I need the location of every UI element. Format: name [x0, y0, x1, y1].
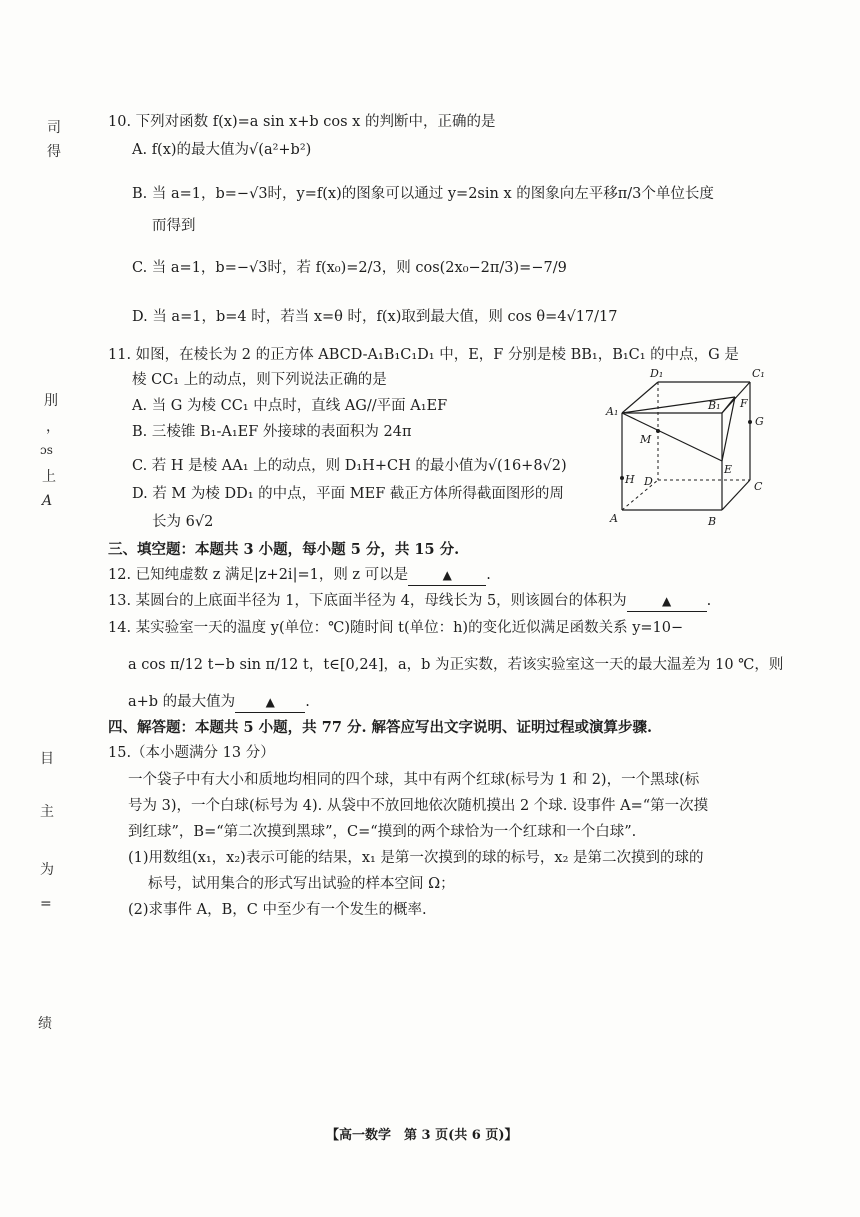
answer-blank[interactable]: ▲	[235, 692, 305, 713]
q12-text: 12. 已知纯虚数 z 满足|z+2i|=1，则 z 可以是	[108, 567, 409, 583]
q14-end: .	[305, 694, 310, 710]
q15-para-1: 一个袋子中有大小和质地均相同的四个球，其中有两个红球(标号为 1 和 2)，一个黑球(标	[128, 772, 700, 788]
cube-label-c: C	[754, 480, 763, 493]
cube-label-h: H	[625, 473, 635, 486]
margin-char: =	[40, 896, 52, 912]
margin-char: 为	[40, 862, 54, 878]
cube-label-a1: A₁	[606, 405, 619, 418]
q11-option-d: D. 若 M 为棱 DD₁ 的中点，平面 MEF 截正方体所得截面图形的周	[132, 486, 564, 502]
section3-heading: 三、填空题：本题共 3 小题，每小题 5 分，共 15 分.	[108, 541, 460, 558]
q15-sub1: (1)用数组(x₁，x₂)表示可能的结果，x₁ 是第一次摸到的球的标号，x₂ 是第二次摸到的球的	[128, 850, 704, 866]
q11-option-d-cont: 长为 6√2	[152, 514, 214, 530]
q10-option-d: D. 当 a=1，b=4 时，若当 x=θ 时，f(x)取到最大值，则 cos θ=4√17/17	[132, 309, 618, 325]
answer-blank[interactable]: ▲	[627, 591, 707, 612]
cube-label-m: M	[640, 433, 652, 446]
q10-option-a: A. f(x)的最大值为√(a²+b²)	[132, 142, 312, 158]
cube-label-b: B	[708, 515, 717, 528]
answer-blank[interactable]: ▲	[408, 565, 486, 586]
cube-label-d: D	[644, 475, 653, 488]
q11-option-b: B. 三棱锥 B₁-A₁EF 外接球的表面积为 24π	[132, 424, 412, 440]
q15-para-2: 号为 3)，一个白球(标号为 4). 从袋中不放回地依次随机摸出 2 个球. 设事件 A=“第一次摸	[128, 798, 709, 814]
margin-char: 上	[42, 469, 56, 485]
q11-stem: 11. 如图，在棱长为 2 的正方体 ABCD-A₁B₁C₁D₁ 中，E，F 分别是棱 BB₁，B₁C₁ 的中点，G 是	[108, 347, 739, 363]
cube-label-g: G	[755, 415, 764, 428]
margin-char: 司	[47, 120, 61, 136]
q13	[108, 591, 711, 612]
margin-char: 刖	[44, 393, 58, 409]
cube-label-e: E	[724, 463, 733, 476]
q10-option-b-cont: 而得到	[152, 218, 196, 234]
q15-head: 15.（本小题满分 13 分）	[108, 745, 275, 761]
cube-label-d1: D₁	[650, 367, 664, 380]
margin-char: A	[42, 493, 53, 509]
margin-char: ɔs	[40, 443, 53, 457]
cube-label-f: F	[740, 397, 748, 410]
section4-heading: 四、解答题：本题共 5 小题，共 77 分. 解答应写出文字说明、证明过程或演算步骤.	[108, 719, 653, 736]
q13-text: 13. 某圆台的上底面半径为 1，下底面半径为 4，母线长为 5，则该圆台的体积为	[108, 593, 627, 609]
margin-char: 主	[40, 804, 54, 820]
q11-option-a: A. 当 G 为棱 CC₁ 中点时，直线 AG//平面 A₁EF	[132, 398, 448, 414]
q10-option-c: C. 当 a=1，b=−√3时，若 f(x₀)=2/3，则 cos(2x₀−2π/3)=−7/9	[132, 260, 567, 276]
q14-line2: a cos π/12 t−b sin π/12 t，t∈[0,24]，a，b 为正实数，若该实验室这一天的最大温差为 10 ℃，则	[128, 657, 784, 673]
q14-line3-text: a+b 的最大值为	[128, 694, 236, 710]
q11-stem-cont: 棱 CC₁ 上的动点，则下列说法正确的是	[132, 372, 387, 388]
q15-sub2: (2)求事件 A，B，C 中至少有一个发生的概率.	[128, 902, 427, 918]
q10-option-b: B. 当 a=1，b=−√3时，y=f(x)的图象可以通过 y=2sin x 的图象向左平移π/3个单位长度	[132, 186, 714, 202]
margin-char: 绩	[38, 1016, 52, 1032]
q10-stem: 10. 下列对函数 f(x)=a sin x+b cos x 的判断中，正确的是	[108, 114, 496, 130]
margin-char: 目	[40, 751, 54, 767]
cube-label-a: A	[610, 512, 618, 525]
q14-line1: 14. 某实验室一天的温度 y(单位：℃)随时间 t(单位：h)的变化近似满足函数关系 y=10−	[108, 620, 684, 636]
q15-sub1-cont: 标号，试用集合的形式写出试验的样本空间 Ω；	[148, 876, 455, 892]
page-footer: 【高一数学 第 3 页(共 6 页)】	[326, 1128, 518, 1143]
cube-figure	[600, 365, 780, 535]
margin-char: 得	[47, 144, 61, 160]
cube-label-b1: B₁	[708, 399, 721, 412]
q13-end: .	[706, 593, 712, 609]
margin-char: ，	[46, 419, 60, 435]
q12-end: .	[486, 567, 491, 583]
cube-label-c1: C₁	[752, 367, 765, 380]
q15-para-3: 到红球”，B=“第二次摸到黑球”，C=“摸到的两个球恰为一个红球和一个白球”.	[128, 824, 637, 840]
q14-line3	[128, 692, 310, 713]
q12	[108, 565, 491, 586]
q11-option-c: C. 若 H 是棱 AA₁ 上的动点，则 D₁H+CH 的最小值为√(16+8√2)	[132, 458, 567, 474]
